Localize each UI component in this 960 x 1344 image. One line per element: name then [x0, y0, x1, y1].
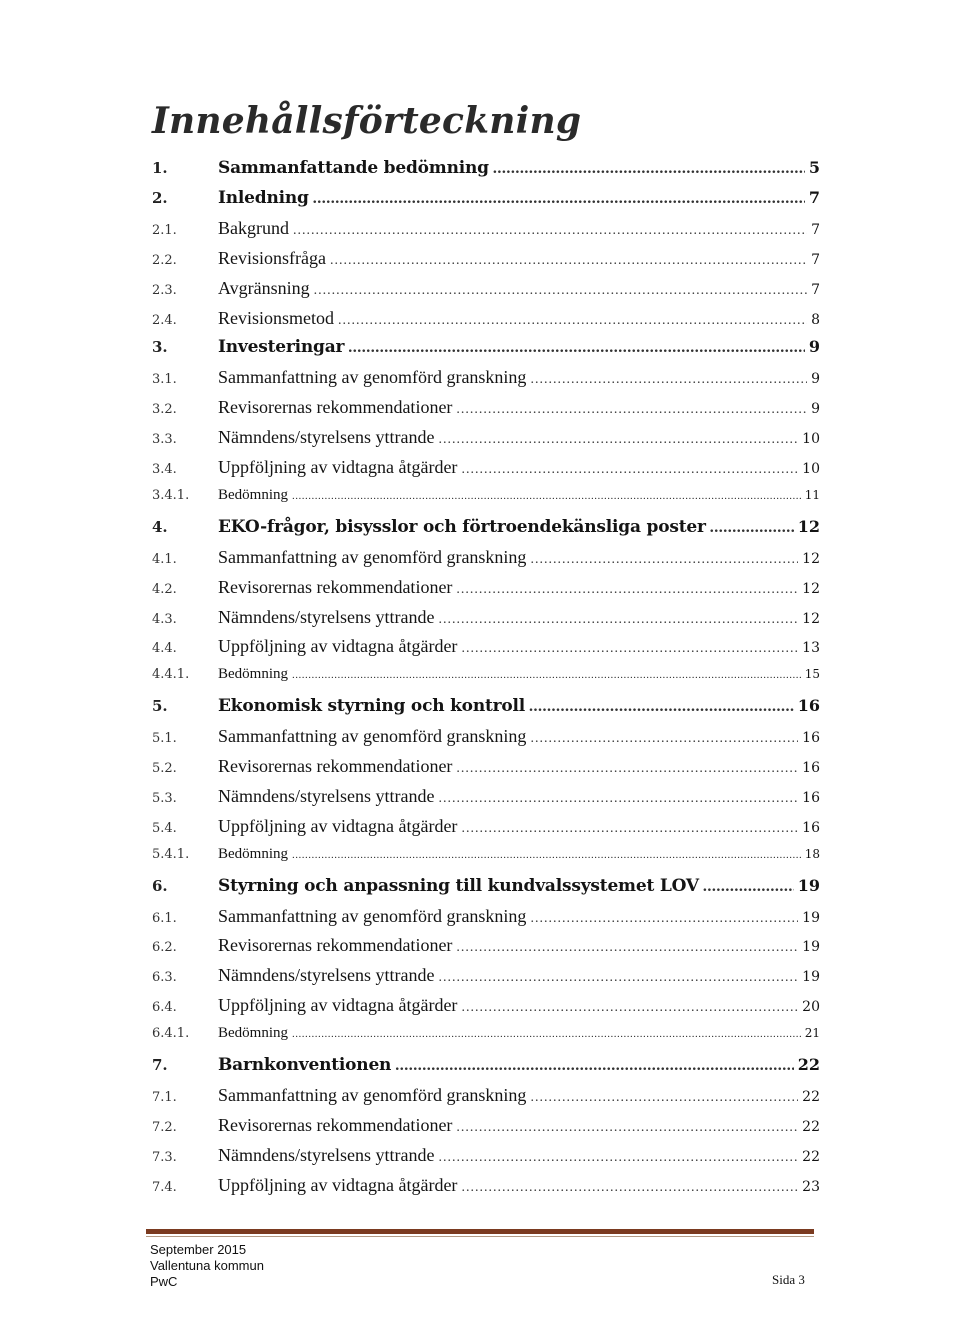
toc-entry-page: 22	[797, 1055, 820, 1074]
toc-entry-title: Avgränsning	[218, 277, 310, 298]
toc-entry-number: 7.	[152, 1056, 168, 1074]
toc-entry[interactable]	[152, 278, 820, 304]
toc-entry-title: Revisorernas rekommendationer	[218, 397, 453, 418]
toc-dot-leader	[438, 1150, 798, 1166]
toc-entry-title: Nämndens/styrelsens yttrande	[218, 965, 435, 986]
toc-dot-leader	[330, 253, 807, 269]
toc-entry[interactable]	[152, 935, 820, 961]
toc-entry-title: Nämndens/styrelsens yttrande	[218, 1144, 435, 1165]
toc-entry[interactable]	[152, 218, 820, 244]
toc-entry-number: 6.2.	[152, 940, 177, 956]
toc-entry[interactable]	[152, 1085, 820, 1111]
footer-rule	[146, 1229, 814, 1234]
toc-dot-leader	[456, 761, 798, 777]
footer-organization: Vallentuna kommun	[150, 1258, 264, 1273]
toc-entry-page: 10	[802, 461, 820, 477]
toc-entry-number: 6.4.1.	[152, 1026, 190, 1042]
toc-dot-leader	[293, 223, 807, 239]
toc-dot-leader	[493, 160, 805, 178]
toc-dot-leader	[338, 313, 807, 329]
page-title: Innehållsförteckning	[152, 100, 582, 142]
toc-dot-leader	[292, 490, 801, 502]
toc-dot-leader	[461, 462, 798, 478]
toc-entry-title: Investeringar	[218, 337, 345, 358]
toc-entry-page: 7	[811, 251, 820, 268]
toc-entry-number: 4.3.	[152, 611, 177, 627]
toc-entry-number: 2.1.	[152, 222, 177, 238]
toc-entry-page: 19	[797, 875, 820, 895]
toc-entry[interactable]	[152, 577, 820, 603]
toc-entry-page: 16	[802, 730, 820, 747]
toc-entry[interactable]	[152, 1175, 820, 1201]
toc-entry-number: 5.4.1.	[152, 846, 190, 862]
toc-entry-number: 4.4.	[152, 641, 177, 657]
toc-entry[interactable]	[152, 726, 820, 752]
toc-entry-title: Uppföljning av vidtagna åtgärder	[218, 636, 458, 657]
toc-entry-title: Sammanfattning av genomförd granskning	[218, 905, 527, 926]
toc-entry[interactable]	[152, 876, 820, 902]
toc-dot-leader	[292, 669, 801, 681]
toc-entry-page: 16	[797, 696, 820, 716]
toc-entry-page: 12	[802, 550, 820, 567]
toc-entry-number: 2.	[152, 188, 168, 207]
toc-entry-page: 9	[811, 371, 820, 388]
toc-entry-page: 21	[804, 1026, 820, 1041]
toc-entry[interactable]	[152, 427, 820, 453]
toc-entry[interactable]	[152, 308, 820, 334]
toc-entry[interactable]	[152, 457, 820, 483]
toc-dot-leader	[314, 283, 807, 299]
footer-company: PwC	[150, 1274, 178, 1289]
toc-entry-page: 19	[802, 969, 820, 986]
toc-entry[interactable]	[152, 995, 820, 1021]
toc-entry-number: 4.	[152, 517, 168, 536]
toc-entry-page: 15	[804, 667, 820, 682]
toc-dot-leader	[292, 849, 801, 861]
toc-entry-page: 7	[811, 281, 820, 298]
toc-entry-page: 19	[802, 939, 820, 956]
toc-dot-leader	[456, 582, 798, 598]
toc-dot-leader	[530, 911, 798, 927]
toc-dot-leader	[456, 402, 807, 418]
toc-entry[interactable]	[152, 1025, 820, 1051]
toc-entry-title: Revisorernas rekommendationer	[218, 576, 453, 597]
toc-dot-leader	[348, 339, 805, 357]
toc-entry-title: Uppföljning av vidtagna åtgärder	[218, 815, 458, 836]
toc-entry[interactable]	[152, 367, 820, 393]
toc-dot-leader	[438, 791, 798, 807]
toc-entry[interactable]	[152, 696, 820, 722]
toc-entry-number: 7.4.	[152, 1179, 177, 1195]
toc-dot-leader	[292, 1028, 801, 1040]
toc-entry-page: 7	[808, 187, 820, 207]
toc-entry-title: EKO-frågor, bisysslor och förtroendekänsliga poster	[218, 516, 706, 537]
toc-entry-title: Barnkonventionen	[218, 1055, 392, 1075]
toc-entry-page: 8	[811, 311, 820, 328]
toc-entry-page: 19	[802, 909, 820, 926]
toc-entry-title: Styrning och anpassning till kundvalssystemet LOV	[218, 875, 699, 896]
toc-entry-page: 7	[811, 221, 820, 238]
toc-dot-leader	[438, 612, 798, 628]
toc-dot-leader	[703, 878, 794, 896]
toc-entry[interactable]	[152, 636, 820, 662]
toc-dot-leader	[530, 1090, 798, 1106]
toc-entry[interactable]	[152, 517, 820, 543]
toc-entry-title: Bedömning	[218, 666, 288, 683]
toc-entry-number: 3.	[152, 338, 168, 357]
toc-entry-number: 7.2.	[152, 1119, 177, 1135]
toc-entry[interactable]	[152, 1145, 820, 1171]
toc-entry-number: 5.2.	[152, 761, 177, 776]
toc-entry[interactable]	[152, 786, 820, 812]
toc-entry-page: 13	[802, 640, 820, 657]
toc-entry-page: 10	[802, 431, 820, 448]
toc-entry-title: Nämndens/styrelsens yttrande	[218, 785, 435, 806]
toc-entry-number: 6.4.	[152, 1000, 177, 1016]
toc-dot-leader	[530, 731, 798, 747]
footer-rule-thin	[146, 1236, 814, 1237]
toc-entry-page: 5	[808, 158, 820, 177]
toc-entry-number: 6.3.	[152, 970, 177, 986]
toc-entry-title: Bedömning	[218, 845, 288, 862]
toc-entry-page: 22	[802, 1088, 820, 1105]
toc-entry-title: Sammanfattande bedömning	[218, 158, 489, 178]
toc-entry-title: Bedömning	[218, 1025, 288, 1042]
toc-entry[interactable]	[152, 547, 820, 573]
toc-entry-number: 7.3.	[152, 1149, 177, 1165]
toc-entry-title: Sammanfattning av genomförd granskning	[218, 546, 527, 567]
toc-entry-title: Nämndens/styrelsens yttrande	[218, 427, 435, 448]
toc-entry[interactable]	[152, 337, 820, 363]
toc-entry[interactable]	[152, 188, 820, 214]
toc-dot-leader	[456, 1120, 798, 1136]
toc-entry-number: 2.3.	[152, 282, 177, 298]
toc-entry[interactable]	[152, 397, 820, 423]
toc-dot-leader	[395, 1057, 794, 1075]
toc-entry-page: 22	[802, 1118, 820, 1135]
toc-entry-title: Sammanfattning av genomförd granskning	[218, 367, 527, 388]
toc-dot-leader	[461, 1180, 798, 1196]
toc-entry-number: 5.	[152, 697, 168, 716]
toc-entry-number: 4.1.	[152, 551, 177, 567]
toc-entry[interactable]	[152, 607, 820, 633]
toc-entry-number: 6.	[152, 876, 168, 895]
toc-entry[interactable]	[152, 158, 820, 184]
toc-entry-number: 6.1.	[152, 910, 177, 926]
toc-entry[interactable]	[152, 666, 820, 692]
footer-date: September 2015	[150, 1242, 247, 1257]
toc-entry-page: 16	[802, 789, 820, 806]
toc-dot-leader	[438, 970, 798, 986]
toc-entry-number: 3.2.	[152, 402, 177, 418]
toc-entry-title: Nämndens/styrelsens yttrande	[218, 606, 435, 627]
toc-entry-title: Revisionsmetod	[218, 307, 334, 328]
toc-entry[interactable]	[152, 756, 820, 782]
toc-entry[interactable]	[152, 816, 820, 842]
toc-entry-title: Inledning	[218, 187, 309, 208]
toc-entry-number: 4.4.1.	[152, 667, 190, 683]
toc-dot-leader	[461, 1000, 798, 1016]
toc-entry-title: Ekonomisk styrning och kontroll	[218, 696, 526, 717]
toc-entry-title: Sammanfattning av genomförd granskning	[218, 1084, 527, 1105]
toc-entry-page: 9	[808, 337, 820, 357]
toc-entry-page: 11	[804, 487, 820, 502]
toc-entry-title: Revisorernas rekommendationer	[218, 935, 453, 956]
toc-entry-title: Uppföljning av vidtagna åtgärder	[218, 995, 458, 1016]
toc-dot-leader	[461, 821, 798, 837]
toc-entry-number: 7.1.	[152, 1089, 177, 1105]
toc-entry-number: 4.2.	[152, 581, 177, 597]
toc-entry-title: Revisorernas rekommendationer	[218, 1114, 453, 1135]
toc-entry-title: Bakgrund	[218, 217, 289, 238]
toc-entry-number: 5.4.	[152, 820, 177, 836]
toc-entry-number: 5.1.	[152, 731, 177, 747]
toc-entry-page: 20	[802, 999, 820, 1016]
toc-entry-number: 2.2.	[152, 252, 177, 268]
toc-entry-page: 23	[802, 1178, 820, 1195]
toc-entry-page: 16	[802, 760, 820, 776]
toc-entry[interactable]	[152, 1115, 820, 1141]
toc-dot-leader	[461, 641, 798, 657]
toc-entry-number: 3.4.1.	[152, 487, 190, 503]
toc-entry-number: 2.4.	[152, 312, 177, 328]
toc-entry[interactable]	[152, 846, 820, 872]
toc-entry[interactable]	[152, 906, 820, 932]
toc-entry-number: 1.	[152, 159, 168, 177]
page-number: Sida 3	[772, 1272, 805, 1287]
toc-entry-title: Revisorernas rekommendationer	[218, 756, 453, 776]
toc-dot-leader	[456, 940, 798, 956]
toc-entry-page: 12	[802, 580, 820, 597]
toc-entry-page: 12	[797, 516, 820, 536]
toc-entry[interactable]	[152, 487, 820, 513]
toc-dot-leader	[313, 190, 805, 208]
toc-dot-leader	[710, 519, 794, 537]
toc-entry[interactable]	[152, 248, 820, 274]
toc-entry-number: 3.4.	[152, 462, 177, 477]
toc-entry-page: 16	[802, 819, 820, 836]
toc-dot-leader	[530, 372, 807, 388]
toc-entry-title: Uppföljning av vidtagna åtgärder	[218, 1174, 458, 1195]
toc-entry-number: 5.3.	[152, 790, 177, 806]
toc-dot-leader	[438, 432, 798, 448]
toc-entry-page: 18	[804, 846, 820, 861]
toc-entry-title: Revisionsfråga	[218, 247, 326, 268]
footer-info	[150, 1242, 264, 1290]
toc-entry-title: Uppföljning av vidtagna åtgärder	[218, 457, 458, 477]
toc-entry-page: 22	[802, 1148, 820, 1165]
toc-entry[interactable]	[152, 965, 820, 991]
toc-entry[interactable]	[152, 1055, 820, 1081]
toc-entry-number: 3.1.	[152, 372, 177, 388]
toc-entry-page: 12	[802, 610, 820, 627]
toc-entry-page: 9	[811, 401, 820, 418]
toc-entry-title: Bedömning	[218, 486, 288, 503]
toc-entry-title: Sammanfattning av genomförd granskning	[218, 726, 527, 747]
toc-dot-leader	[529, 698, 794, 716]
toc-entry-number: 3.3.	[152, 432, 177, 448]
toc-dot-leader	[530, 552, 798, 568]
